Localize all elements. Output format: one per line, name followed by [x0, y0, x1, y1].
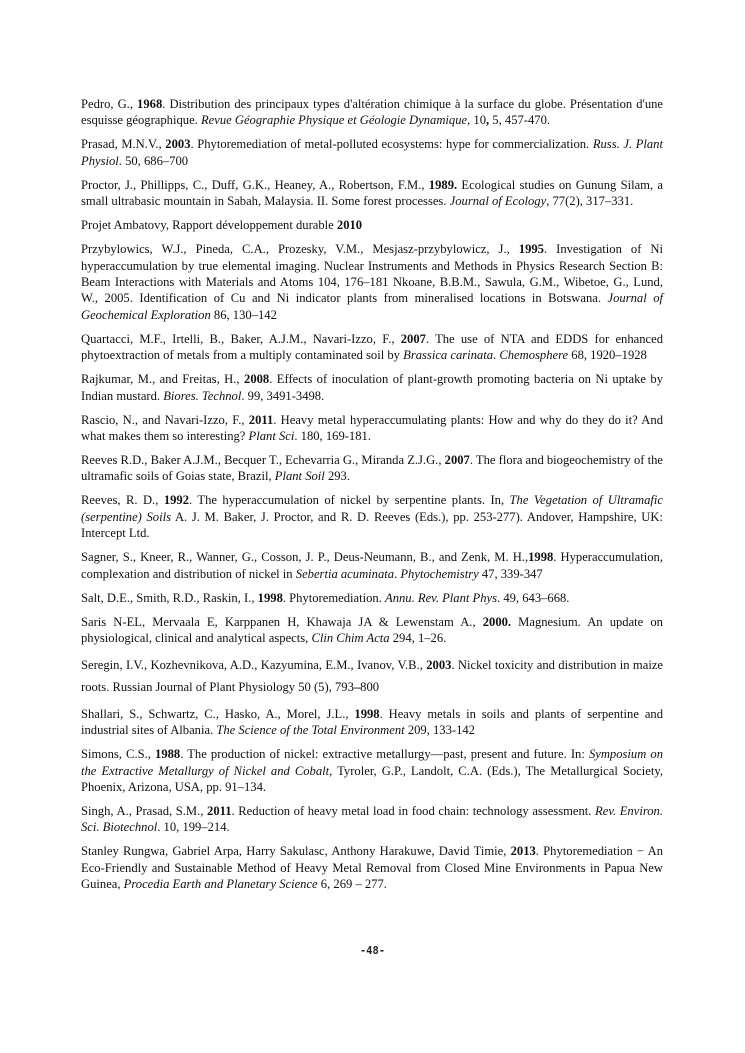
reference-text-segment: . Nickel toxicity and distribution in maize roots. Russian Journal of Plant Physiology 50 (5), 793 — [81, 658, 663, 695]
reference-text-segment: , — [486, 113, 490, 128]
reference-singh — [81, 803, 663, 836]
page-number: -48- — [359, 945, 386, 957]
reference-text-segment: . Heavy metals in soils and plants of serpentine and industrial sites of Albania. — [81, 706, 664, 738]
reference-text-segment: 2011 — [248, 412, 274, 427]
reference-text-segment: 2000. — [482, 614, 512, 629]
reference-text-segment: Przybylowics, W.J., Pineda, C.A., Prozesky, V.M., Mesjasz-przybylowicz, J., — [81, 242, 519, 257]
reference-text-segment: Proctor, J., Phillipps, C., Duff, G.K., Heaney, A., Robertson, F.M., — [81, 177, 429, 192]
reference-text-segment: 2011 — [207, 803, 232, 818]
reference-text-segment: . The production of nickel: extractive metallurgy—past, present and future. In: — [180, 747, 589, 762]
reference-text-segment: . Heavy metal hyperaccumulating plants: How and why do they do it? And what makes them so interesting? — [81, 412, 663, 444]
reference-text-segment: Saris N-EL, Mervaala E, Karppanen H, Khawaja JA & Lewenstam A., — [81, 614, 483, 629]
reference-text-segment: 1998 — [257, 590, 283, 605]
reference-text-segment: . Phytoremediation of metal-polluted ecosystems: hype for commercialization. — [190, 137, 593, 152]
reference-text-segment: 2007 — [444, 453, 470, 468]
reference-text-segment: . 99, 3491-3498. — [241, 388, 325, 403]
reference-text-segment: . Reduction of heavy metal load in food chain: technology assessment. — [231, 803, 596, 818]
reference-text-segment: Sebertia acuminata — [295, 566, 395, 581]
reference-reeves1992 — [81, 492, 663, 541]
reference-text-segment: Prasad, M.N.V., — [81, 137, 166, 152]
reference-text-segment: Symposium on the Extractive Metallurgy of Nickel and Cobalt — [81, 747, 664, 778]
reference-salt — [81, 590, 663, 606]
reference-text-segment: . The hyperaccumulation of nickel by serpentine plants. In, — [189, 493, 510, 508]
reference-text-segment: 2007 — [400, 331, 426, 346]
reference-text-segment: 209, 133-142 — [404, 723, 475, 738]
reference-proctor — [81, 177, 663, 210]
reference-text-segment: Procedia Earth and Planetary Science — [123, 877, 318, 892]
reference-ambatovy — [81, 217, 663, 233]
reference-text-segment: Chemosphere — [499, 348, 569, 363]
reference-text-segment: Revue Géographie Physique et Géologie Dynamique, — [200, 113, 471, 128]
reference-text-segment: Simons, C.S., — [81, 747, 156, 762]
reference-text-segment: 68, 1920–1928 — [568, 348, 647, 363]
reference-text-segment: Plant Soil — [274, 469, 325, 484]
reference-text-segment: Singh, A., Prasad, S.M., — [81, 803, 208, 818]
reference-text-segment: 2003 — [165, 137, 191, 152]
reference-text-segment: 86, 130–142 — [210, 307, 277, 322]
reference-text-segment: . 180, 169-181. — [294, 429, 371, 444]
reference-text-segment: . 49, 643–668. — [497, 590, 570, 605]
reference-text-segment: Annu. Rev. Plant Phys — [385, 590, 498, 605]
reference-prasad — [81, 136, 663, 169]
reference-sagner — [81, 549, 663, 582]
reference-text-segment: . 50, 686–700 — [118, 153, 189, 168]
reference-text-segment: Journal of Geochemical Exploration — [81, 291, 664, 322]
reference-text-segment: 6, 269 – 277. — [317, 877, 387, 892]
reference-text-segment: 47, 339-347 — [478, 566, 543, 581]
reference-reeves2007 — [81, 452, 663, 485]
reference-text-segment: 1989. — [428, 177, 458, 192]
reference-text-segment: Pedro, G., — [81, 97, 138, 111]
reference-simons — [81, 746, 663, 795]
reference-text-segment: Biores. Technol — [163, 388, 242, 403]
reference-text-segment: The Vegetation of Ultramafic (serpentine) Soils — [81, 493, 664, 524]
reference-list — [81, 96, 663, 900]
reference-text-segment: – — [353, 680, 361, 695]
reference-text-segment: , Tyroler, G.P., Landolt, C.A. (Eds.), The Metallurgical Society, Phoenix, Arizona, USA, pp. 91–134. — [81, 763, 663, 794]
reference-saris — [81, 614, 663, 647]
reference-text-segment: 800 — [360, 680, 380, 695]
reference-text-segment: 5, 457-470. — [489, 113, 551, 128]
reference-text-segment: Projet Ambatovy, Rapport développement durable — [81, 218, 337, 233]
reference-rascio — [81, 412, 663, 445]
reference-text-segment: Rajkumar, M., and Freitas, H., — [81, 372, 245, 387]
reference-text-segment: 294, 1–26. — [389, 631, 447, 646]
reference-rajkumar — [81, 371, 663, 404]
reference-text-segment: . Hyperaccumulation, complexation and distribution of nickel in — [81, 550, 663, 581]
reference-text-segment: 2003 — [426, 658, 452, 673]
reference-text-segment: Plant Sci — [248, 429, 295, 444]
reference-shallari — [81, 706, 663, 739]
reference-text-segment: . The flora and biogeochemistry of the ultramafic soils of Goias state, Brazil, — [81, 453, 664, 484]
reference-text-segment: . 10, 199–214. — [157, 820, 230, 835]
reference-text-segment: . Effects of inoculation of plant-growth promoting bacteria on Ni uptake by Indian mustard. — [81, 372, 664, 403]
reference-text-segment: Stanley Rungwa, Gabriel Arpa, Harry Sakulasc, Anthony Harakuwe, David Timie, — [81, 844, 511, 859]
reference-text-segment: Clin Chim Acta — [311, 631, 390, 646]
reference-text-segment: The Science of the Total Environment — [216, 723, 405, 738]
reference-text-segment: Reeves, R. D., — [81, 493, 164, 508]
reference-text-segment: 2008 — [244, 372, 270, 387]
reference-text-segment: Salt, D.E., Smith, R.D., Raskin, I., — [81, 590, 258, 605]
reference-text-segment: . The use of NTA and EDDS for enhanced phytoextraction of metals from a multiply contaminated soil by — [81, 331, 663, 363]
reference-przybylowics — [81, 241, 663, 323]
reference-text-segment: 1988 — [155, 747, 181, 762]
reference-text-segment: 2013 — [510, 844, 536, 859]
reference-text-segment: 2010 — [336, 218, 363, 233]
reference-text-segment: Russ. J. Plant Physiol — [81, 137, 663, 168]
reference-text-segment: Phytochemistry — [400, 566, 479, 581]
reference-text-segment: Shallari, S., Schwartz, C., Hasko, A., Morel, J.L., — [81, 706, 355, 721]
reference-text-segment: 1992 — [163, 493, 189, 508]
reference-text-segment: Rascio, N., and Navari-Izzo, F., — [81, 412, 249, 427]
reference-text-segment: . Investigation of Ni hyperaccumulation by true elemental imaging. Nuclear Instruments and Methods in Physics Research Section B: Beam Interactions with Materials and Atoms 104, 176–181 Nkoane, B.B.M., Sawula, G.M., Wibetoe, G., Lund, W., 2005. Identification of Cu and Ni indicator plants from mineralised locations in Botswana. — [81, 242, 664, 306]
reference-text-segment: 1998 — [528, 550, 554, 565]
reference-text-segment: Magnesium. An update on physiological, clinical and analytical aspects, — [81, 614, 663, 646]
reference-text-segment: 1998 — [354, 706, 380, 721]
reference-text-segment: Brassica carinata — [403, 348, 494, 363]
reference-text-segment: 10 — [470, 113, 486, 128]
reference-text-segment: . — [394, 566, 401, 581]
reference-text-segment: . Phytoremediation − An Eco-Friendly and Sustainable Method of Heavy Metal Removal from Closed Mine Environments in Papua New Guinea, — [81, 844, 663, 892]
reference-text-segment: 1968 — [137, 97, 163, 111]
reference-text-segment: . — [493, 348, 500, 363]
reference-text-segment: A. J. M. Baker, J. Proctor, and R. D. Reeves (Eds.), pp. 253-277). Andover, Hampshire, UK: Intercept Ltd. — [81, 509, 663, 541]
reference-text-segment: Quartacci, M.F., Irtelli, B., Baker, A.J.M., Navari-Izzo, F., — [81, 331, 401, 346]
reference-text-segment: 293. — [324, 469, 350, 484]
reference-text-segment: Ecological studies on Gunung Silam, a small ultrabasic mountain in Sabah, Malaysia. II. Some forest processes. — [81, 177, 663, 209]
reference-text-segment: 1995 — [518, 242, 544, 257]
reference-text-segment: Seregin, I.V., Kozhevnikova, A.D., Kazyumina, E.M., Ivanov, V.B., — [81, 658, 427, 673]
reference-text-segment: . Phytoremediation. — [282, 590, 385, 605]
reference-quartacci — [81, 331, 663, 364]
reference-text-segment: Rev. Environ. Sci. Biotechnol — [81, 803, 663, 835]
reference-pedro — [81, 96, 663, 129]
reference-text-segment: . Distribution des principaux types d'altération chimique à la surface du globe. Présentation d'une esquisse géographique. — [81, 97, 664, 128]
reference-text-segment: Sagner, S., Kneer, R., Wanner, G., Cosson, J. P., Deus-Neumann, B., and Zenk, M. H., — [81, 550, 529, 565]
reference-text-segment: Reeves R.D., Baker A.J.M., Becquer T., Echevarria G., Miranda Z.J.G., — [81, 453, 445, 468]
reference-text-segment: , 77(2), 317–331. — [546, 194, 634, 209]
reference-seregin — [81, 654, 663, 698]
reference-rungwa — [81, 843, 663, 892]
reference-text-segment: Journal of Ecology — [449, 194, 547, 209]
